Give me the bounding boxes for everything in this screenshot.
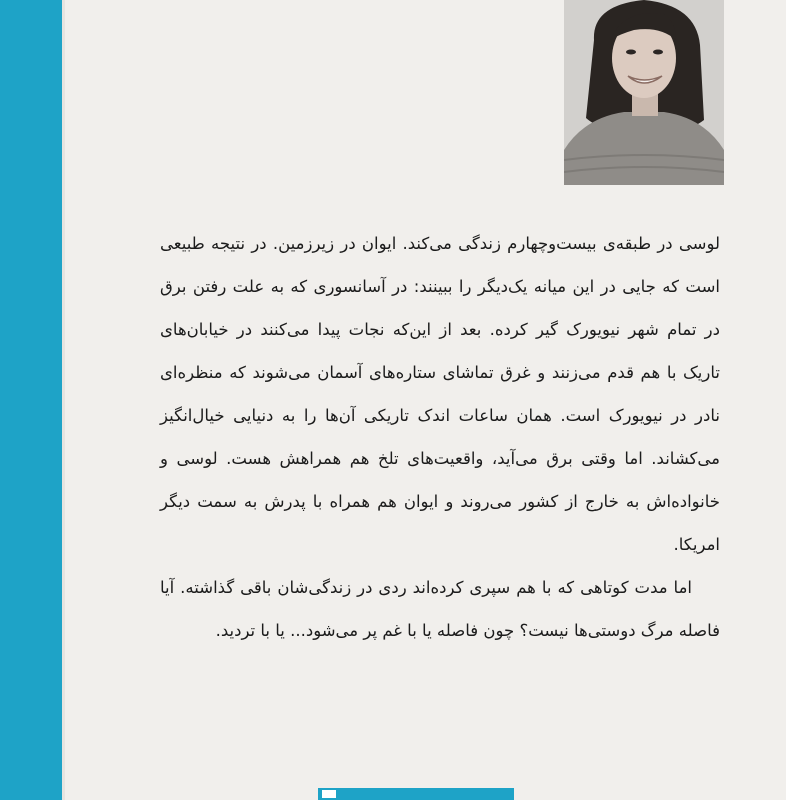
back-cover-blurb bbox=[160, 222, 720, 652]
blurb-paragraph-2: اما مدت کوتاهی که با هم سپری کرده‌اند ردی در زندگی‌شان باقی گذاشته. آیا فاصله مرگ دوستی‌ها نیست؟ چون فاصله یا با غم پر می‌شود... یا با تردید. bbox=[160, 578, 720, 640]
series-logo-square-icon bbox=[322, 790, 336, 798]
series-band bbox=[318, 788, 514, 800]
blurb-paragraph-1: لوسی در طبقه‌ی بیست‌وچهارم زندگی می‌کند. ایوان در زیرزمین. در نتیجه طبیعی است که جایی در این میانه یک‌دیگر را ببینند: در آسانسوری که به علت رفتن برق در تمام شهر نیویورک گیر کرده. بعد از این‌که نجات پیدا می‌کنند در خیابان‌های تاریک با هم قدم می‌زنند و غرق تماشای ستاره‌های آسمان می‌شوند که منظره‌ای نادر در نیویورک است. همان ساعات اندک تاریکی آن‌ها را به دنیایی خیال‌انگیز می‌کشاند. اما وقتی برق می‌آید، واقعیت‌های تلخ هم همراهش هست. لوسی و خانواده‌اش به خارج از کشور می‌روند و ایوان هم همراه با پدرش به سمت دیگر امریکا. bbox=[160, 234, 720, 554]
author-photo bbox=[564, 0, 724, 185]
cover-spine-strip bbox=[0, 0, 62, 800]
spine-edge bbox=[62, 0, 65, 800]
